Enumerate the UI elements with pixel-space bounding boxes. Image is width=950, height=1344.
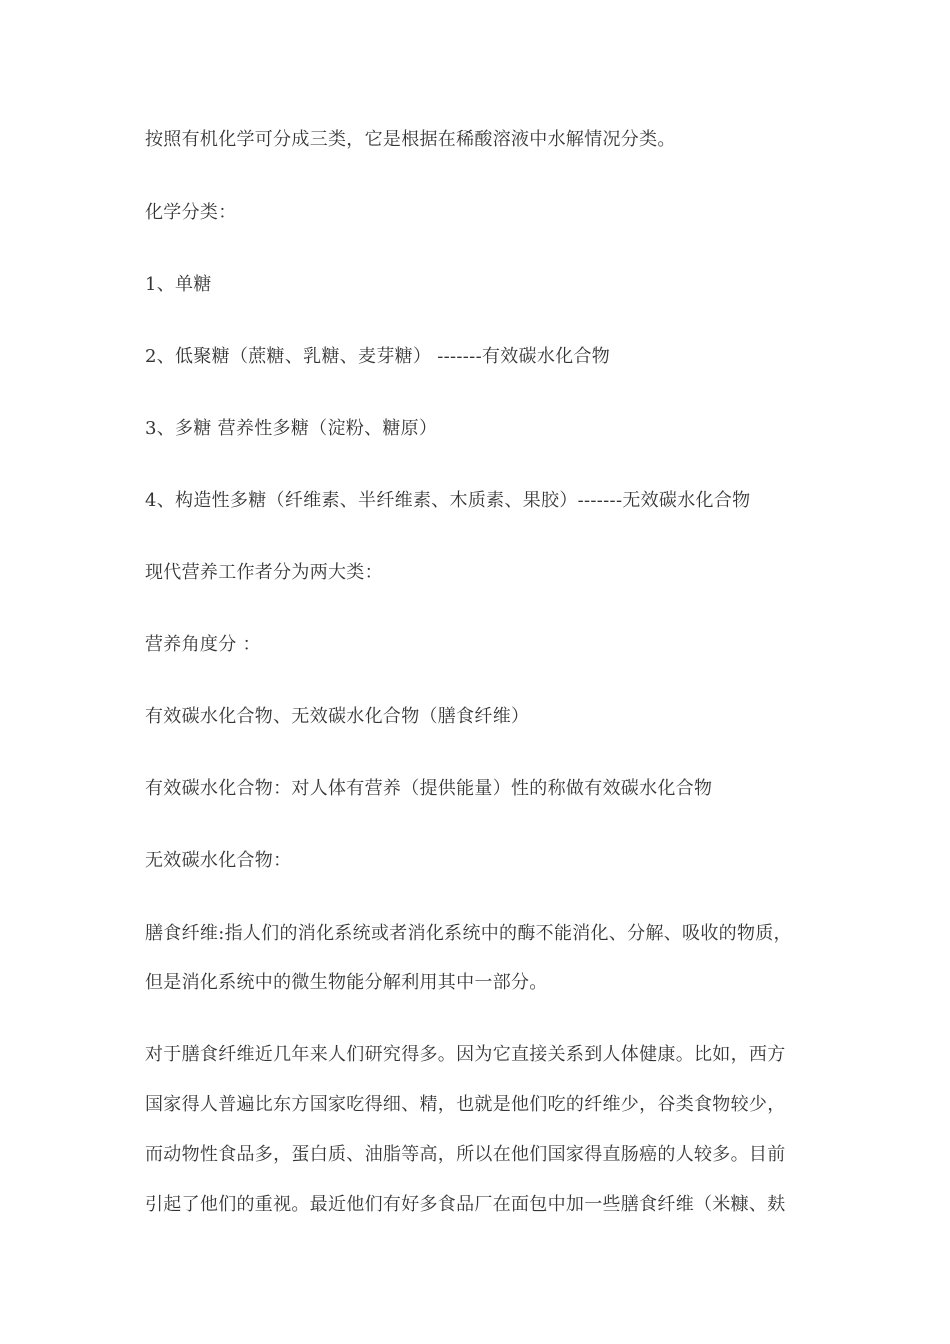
fiber-definition-line-2: 但是消化系统中的微生物能分解利用其中一部分。 [145, 972, 548, 993]
research-line-1: 对于膳食纤维近几年来人们研究得多。因为它直接关系到人体健康。比如，西方 [145, 1044, 786, 1065]
list-item-polysaccharide: 3、多糖 营养性多糖（淀粉、糖原） [145, 418, 438, 439]
research-line-3: 而动物性食品多，蛋白质、油脂等高，所以在他们国家得直肠癌的人较多。目前 [145, 1144, 786, 1165]
paragraph-effective-ineffective: 有效碳水化合物、无效碳水化合物（膳食纤维） [145, 706, 530, 727]
paragraph-nutrition-workers: 现代营养工作者分为两大类： [145, 562, 383, 583]
list-item-oligosaccharide: 2、低聚糖（蔗糖、乳糖、麦芽糖） -------有效碳水化合物 [145, 346, 611, 367]
research-line-2: 国家得人普遍比东方国家吃得细、精，也就是他们吃的纤维少，谷类食物较少， [145, 1094, 786, 1115]
paragraph-effective-definition: 有效碳水化合物：对人体有营养（提供能量）性的称做有效碳水化合物 [145, 778, 713, 799]
paragraph-chemical-classification-heading: 化学分类： [145, 202, 237, 223]
research-line-4: 引起了他们的重视。最近他们有好多食品厂在面包中加一些膳食纤维（米糠、麸 [145, 1194, 786, 1215]
list-item-monosaccharide: 1、单糖 [145, 274, 212, 295]
paragraph-nutrition-angle-heading: 营养角度分 ： [145, 634, 261, 655]
paragraph-intro: 按照有机化学可分成三类，它是根据在稀酸溶液中水解情况分类。 [145, 129, 676, 150]
paragraph-ineffective-heading: 无效碳水化合物： [145, 850, 292, 871]
list-item-structural-polysaccharide: 4、构造性多糖（纤维素、半纤维素、木质素、果胶）-------无效碳水化合物 [145, 490, 751, 511]
fiber-definition-line-1: 膳食纤维:指人们的消化系统或者消化系统中的酶不能消化、分解、吸收的物质， [145, 923, 792, 944]
